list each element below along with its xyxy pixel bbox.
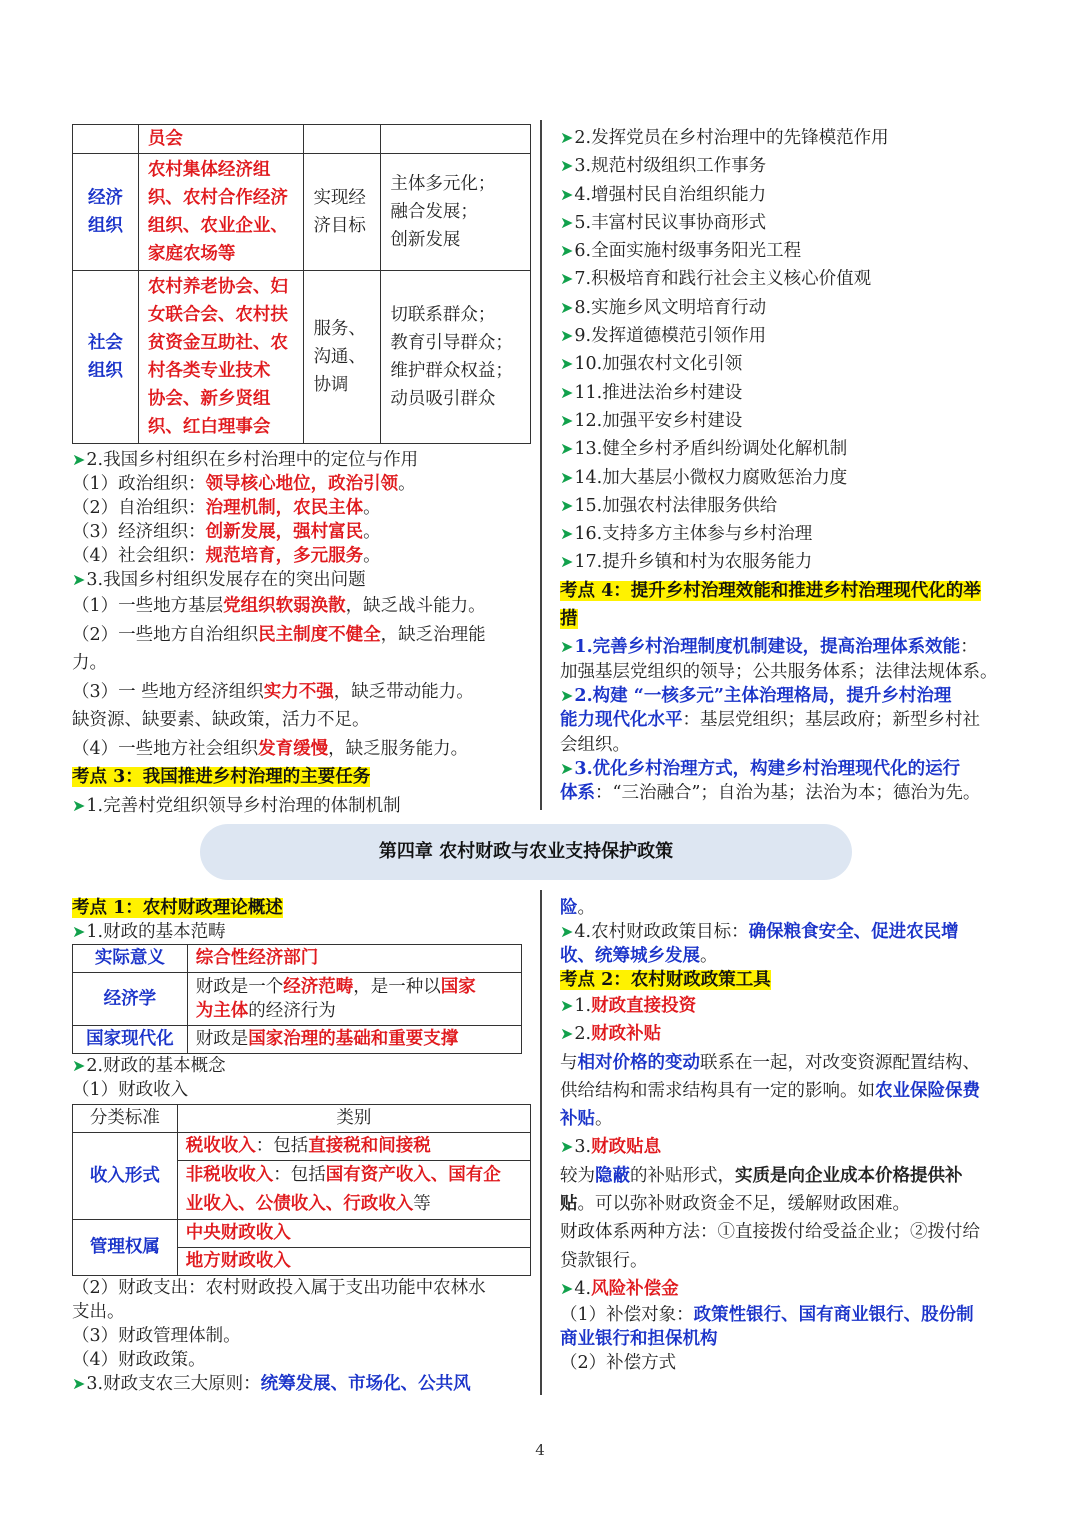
table-cell: 非税收收入：包括国有资产收入、国有企 业收入、公债收入、行政收入等 [177,1161,530,1220]
arrow-icon: ➤ [560,382,574,402]
table-cell: 经济学 [73,973,188,1026]
list-item: 险。 [560,898,595,918]
list-item: （1）一些地方基层党组织软弱涣散，缺乏战斗能力。 [72,596,486,616]
list-item: 财政体系两种方法：①直接拨付给受益企业；②拨付给 [560,1222,980,1243]
list-item: （2）补偿方式 [560,1353,677,1374]
list-item: ➤2.构建 “一核多元”主体治理格局，提升乡村治理 [560,685,952,706]
list-item: ➤7.积极培育和践行社会主义核心价值观 [560,269,872,290]
list-item: ➤4.农村财政政策目标：确保粮食安全、促进农民增 [560,922,959,942]
arrow-icon: ➤ [72,1374,86,1393]
arrow-icon: ➤ [560,297,574,317]
arrow-icon: ➤ [72,1056,86,1075]
arrow-icon: ➤ [560,156,574,176]
list-item: （4）一些地方社会组织发育缓慢，缺乏服务能力。 [72,738,469,759]
list-item: ➤17.提升乡镇和村为农服务能力 [560,552,813,573]
arrow-icon: ➤ [560,552,574,572]
table-cell: 实现经 济目标 [304,154,381,271]
list-item: 力。 [72,653,107,673]
list-item: ➤2.财政的基本概念 [72,1056,226,1076]
list-item: ➤9.发挥道德模范引领作用 [560,326,767,347]
table-row [73,271,531,444]
list-item: ➤13.健全乡村矛盾纠纷调处化解机制 [560,439,848,460]
arrow-icon: ➤ [560,410,574,430]
list-item: 贷款银行。 [560,1250,648,1271]
arrow-icon: ➤ [560,996,574,1015]
list-item: ➤3.优化乡村治理方式，构建乡村治理现代化的运行 [560,758,961,779]
arrow-icon: ➤ [560,212,574,232]
arrow-icon: ➤ [560,685,574,705]
list-item: （1）财政收入 [72,1080,189,1100]
bottom-left-column [72,896,532,1396]
table-cell: 中央财政收入 [177,1220,530,1248]
arrow-icon: ➤ [72,570,86,589]
list-item: 供给结构和需求结构具有一定的影响。如农业保险保费 [560,1080,980,1101]
list-item: ➤2.发挥党员在乡村治理中的先锋模范作用 [560,128,889,148]
revenue-table [72,1104,531,1276]
table-cell: 实际意义 [73,945,188,973]
arrow-icon: ➤ [72,450,86,469]
arrow-icon: ➤ [560,184,574,204]
list-item: 体系：“三治融合”；自治为基；法治为本；德治为先。 [560,783,981,804]
list-item: 较为隐蔽的补贴形式，实质是向企业成本价格提供补 [560,1165,963,1186]
organization-table [72,124,531,444]
list-item: 贴。可以弥补财政资金不足，缓解财政困难。 [560,1194,910,1215]
arrow-icon: ➤ [560,467,574,487]
table-cell: 财政是一个经济范畴，是一种以国家 为主体的经济行为 [187,973,521,1026]
list-item: ➤1.完善乡村治理制度机制建设，提高治理体系效能： [560,637,978,658]
list-item: ➤8.实施乡风文明培育行动 [560,297,767,318]
table-header: 类别 [177,1105,530,1133]
list-item: ➤3.财政支农三大原则：统筹发展、市场化、公共风 [72,1374,471,1394]
arrow-icon: ➤ [560,922,574,941]
list-item: 会组织。 [560,734,630,755]
list-item: ➤1.财政的基本范畴 [72,922,226,942]
table-row [73,973,522,1026]
list-item: ➤4.风险补偿金 [560,1278,679,1299]
list-item: ➤12.加强平安乡村建设 [560,410,743,431]
list-item: 支出。 [72,1302,125,1322]
top-right-column [560,124,1020,805]
column-divider [540,890,542,1395]
list-item: ➤15.加强农村法律服务供给 [560,495,778,516]
list-item: （1）政治组织：领导核心地位，政治引领。 [72,474,416,494]
list-item: （4）社会组织：规范培育，多元服务。 [72,546,381,566]
table-cell: 主体多元化； 融合发展； 创新发展 [381,154,531,271]
table-cell [73,125,139,154]
arrow-icon: ➤ [72,795,86,815]
list-item: （4）财政政策。 [72,1350,206,1370]
list-item: ➤14.加大基层小微权力腐败惩治力度 [560,467,848,488]
finance-category-table [72,944,522,1054]
list-item: ➤3.规范村级组织工作事务 [560,156,767,177]
section-heading: 考点 3：我国推进乡村治理的主要任务 [72,767,371,787]
arrow-icon: ➤ [560,1024,574,1044]
list-item: ➤16.支持多方主体参与乡村治理 [560,524,813,545]
list-item: ➤2.财政补贴 [560,1024,662,1045]
list-item: ➤11.推进法治乡村建设 [560,382,743,403]
arrow-icon: ➤ [560,439,574,459]
table-cell: 综合性经济部门 [187,945,521,973]
table-cell: 地方财政收入 [177,1248,530,1276]
table-cell: 服务、 沟通、 协调 [304,271,381,444]
arrow-icon: ➤ [560,495,574,515]
list-item: ➤6.全面实施村级事务阳光工程 [560,241,802,262]
arrow-icon: ➤ [560,354,574,374]
arrow-icon: ➤ [72,922,86,941]
table-row [73,1026,522,1054]
arrow-icon: ➤ [560,1278,574,1298]
list-item: ➤4.增强村民自治组织能力 [560,184,767,205]
list-item: （1）补偿对象：政策性银行、国有商业银行、股份制 [560,1305,974,1326]
section-heading: 措 [560,609,578,630]
table-cell [381,125,531,154]
table-cell: 切联系群众； 教育引导群众； 维护群众权益； 动员吸引群众 [381,271,531,444]
table-cell: 税收收入：包括直接税和间接税 [177,1133,530,1161]
section-heading: 考点 2：农村财政政策工具 [560,970,771,990]
bottom-right-column [560,896,1020,1375]
arrow-icon: ➤ [560,758,574,778]
list-item: 缺资源、缺要素、缺政策，活力不足。 [72,710,370,730]
row-header-economic: 经济 组织 [73,154,139,271]
list-item: 补贴。 [560,1109,613,1130]
column-divider [540,120,542,810]
list-item: （3）一 些地方经济组织实力不强，缺乏带动能力。 [72,681,474,702]
table-cell: 农村养老协会、妇 女联合会、农村扶 贫资金互助社、农 村各类专业技术 协会、新乡贤组 织、红白理事会 [138,271,304,444]
table-cell: 收入形式 [73,1133,178,1220]
table-header: 分类标准 [73,1105,178,1133]
list-item: ➤3.我国乡村组织发展存在的突出问题 [72,570,366,590]
arrow-icon: ➤ [560,241,574,261]
table-cell: 财政是国家治理的基础和重要支撑 [187,1026,521,1054]
list-item: 加强基层党组织的领导；公共服务体系；法律法规体系。 [560,661,998,682]
list-item: （2）自治组织：治理机制，农民主体。 [72,498,381,518]
table-cell [304,125,381,154]
table-row [73,1133,531,1161]
list-item: ➤1.完善村党组织领导乡村治理的体制机制 [72,795,401,816]
table-row [73,945,522,973]
table-row [73,1220,531,1248]
table-row [73,125,531,154]
arrow-icon: ➤ [560,524,574,544]
arrow-icon: ➤ [560,326,574,346]
page-number: 4 [535,1441,545,1459]
list-item: ➤3.财政贴息 [560,1137,662,1158]
list-item: （2）财政支出：农村财政投入属于支出功能中农林水 [72,1278,486,1298]
arrow-icon: ➤ [560,637,574,657]
table-cell: 管理权属 [73,1220,178,1276]
list-item: （2）一些地方自治组织民主制度不健全，缺乏治理能 [72,624,486,645]
chapter-title: 第四章 农村财政与农业支持保护政策 [200,824,852,880]
section-heading: 考点 1：农村财政理论概述 [72,898,283,918]
section-heading: 考点 4：提升乡村治理效能和推进乡村治理现代化的举 [560,580,981,601]
list-item: 与相对价格的变动联系在一起，对改变资源配置结构、 [560,1052,980,1073]
arrow-icon: ➤ [560,269,574,289]
table-row [73,154,531,271]
top-left-column [72,124,532,820]
list-item: ➤1.财政直接投资 [560,996,697,1016]
list-item: 收、统筹城乡发展。 [560,946,718,966]
arrow-icon: ➤ [560,128,574,147]
table-cell: 员会 [138,125,304,154]
list-item: ➤10.加强农村文化引领 [560,354,743,375]
table-cell: 国家现代化 [73,1026,188,1054]
list-item: 商业银行和担保机构 [560,1329,718,1350]
table-cell: 农村集体经济组 织、农村合作经济 组织、农业企业、 家庭农场等 [138,154,304,271]
list-item: ➤5.丰富村民议事协商形式 [560,212,767,233]
arrow-icon: ➤ [560,1137,574,1157]
list-item: ➤2.我国乡村组织在乡村治理中的定位与作用 [72,450,419,470]
row-header-social: 社会 组织 [73,271,139,444]
table-row [73,1105,531,1133]
list-item: 能力现代化水平：基层党组织；基层政府；新型乡村社 [560,710,980,731]
list-item: （3）财政管理体制。 [72,1326,241,1346]
task-list [560,124,1020,577]
list-item: （3）经济组织：创新发展，强村富民。 [72,522,381,542]
